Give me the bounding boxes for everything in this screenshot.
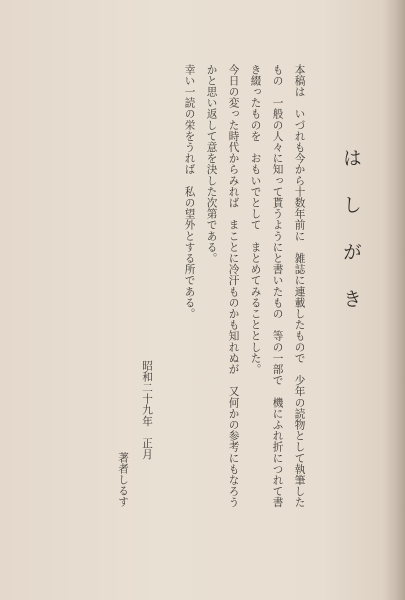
date-line: 昭和二十九年 正月 [141,360,153,460]
body-line-3: き綴ったものを おもいでとして まとめてみることとした。 [249,64,262,375]
body-line-2: もの 一般の人々に知って貰うようにと書いたもの 等の一部で 機にふれ折につれて書 [271,64,284,508]
body-line-6: 幸い一読の栄をうれば 私の望外とする所である。 [183,64,196,320]
page-spine-shadow [383,0,405,600]
body-line-4: 今日の変った時代からみれば まことに冷汗ものかも知れぬが 又何かの参考にもなろう [227,64,240,508]
author-signature: 著者しるす [117,452,129,508]
body-line-5: かと思い返して意を決した次第である。 [205,64,218,264]
page-title: はしがき [340,148,362,336]
body-line-1: 本稿は いづれも今から十数年前に 雑誌に連載したもので 少年の読物として執筆した [293,64,306,508]
